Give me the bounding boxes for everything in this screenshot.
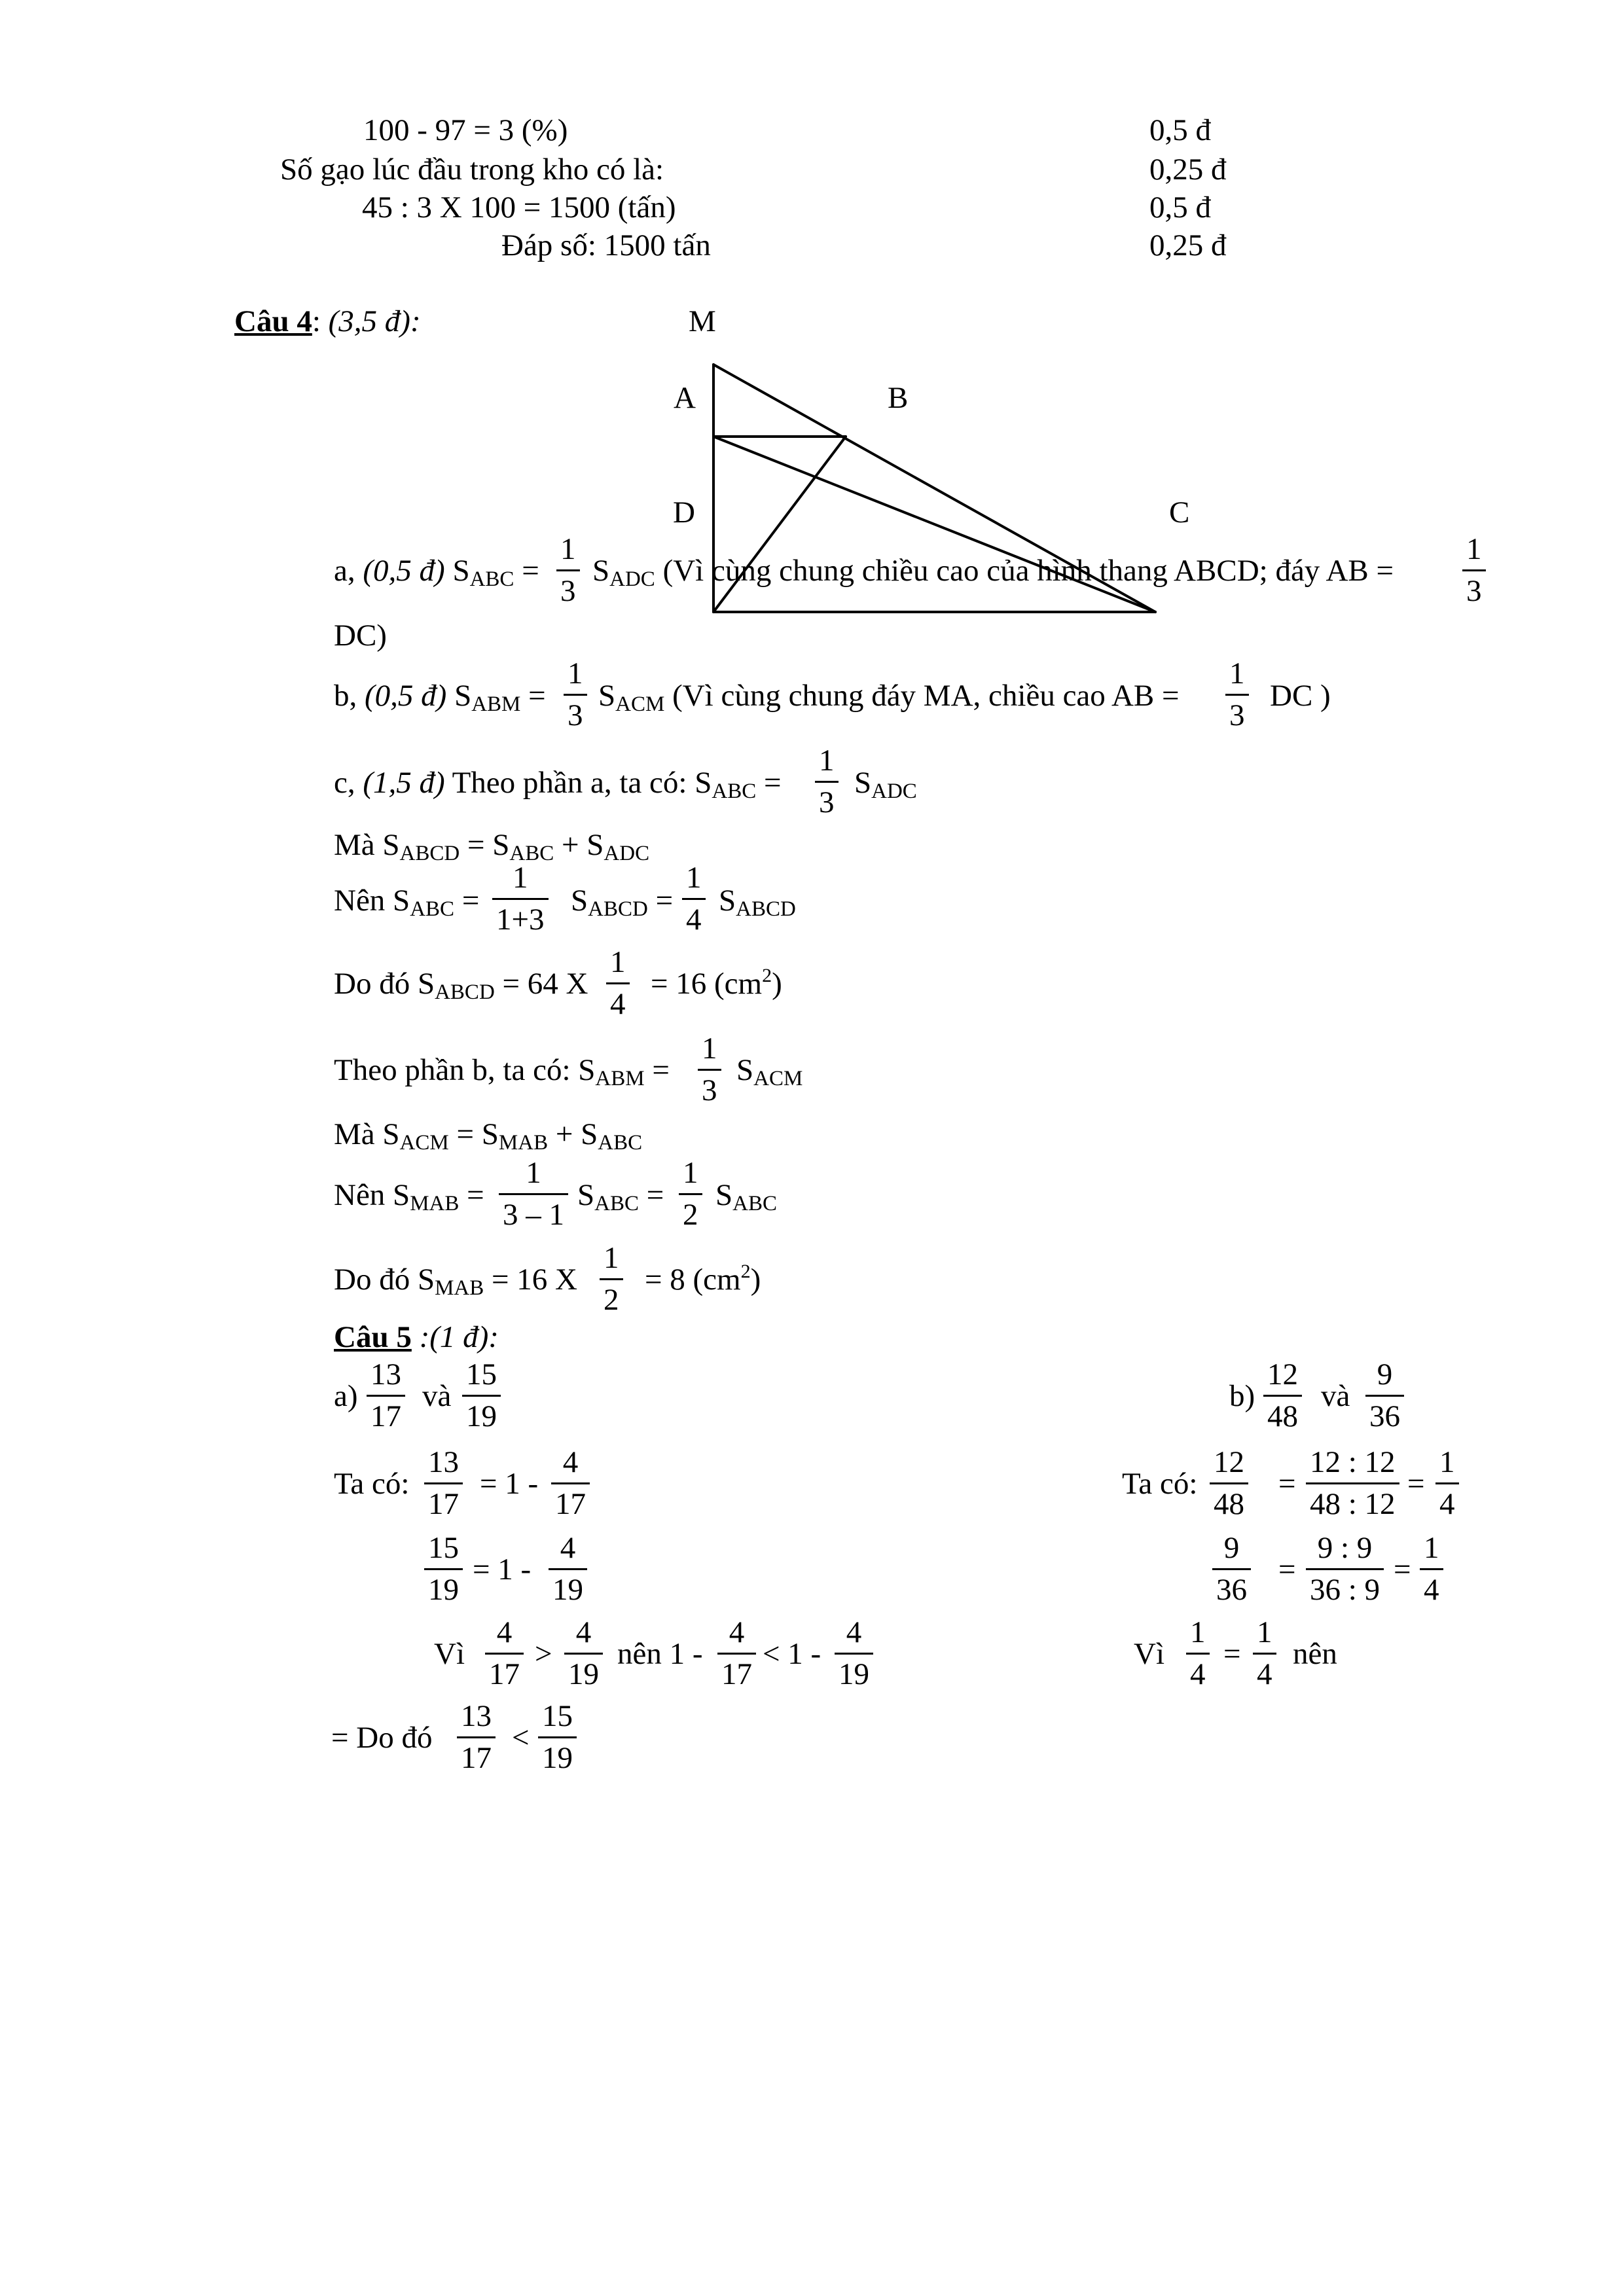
cau4-a-line: a, (0,5 đ) SABC = — [334, 554, 539, 591]
cau5-a-v-gt: > — [535, 1637, 552, 1671]
cau4-a-frac: 1 3 — [556, 533, 580, 608]
cau5-b-vi: Vì — [1134, 1637, 1164, 1671]
cau5-a-r2-eq: = 1 - — [473, 1552, 532, 1587]
cau5-a-v-nen: nên 1 - — [617, 1637, 703, 1671]
top-line-4: Đáp số: 1500 tấn — [501, 228, 711, 262]
cau4-b-note: SACM (Vì cùng chung đáy MA, chiều cao AB = — [598, 679, 1180, 716]
cau4-line-10-mid: SABC = — [577, 1178, 664, 1215]
cau5-b-frac2: 9 36 — [1365, 1359, 1404, 1433]
cau4-line-11: Do đó SMAB = 16 X — [334, 1263, 577, 1300]
cau5-a-r1-frac2: 4 17 — [551, 1446, 590, 1521]
cau4-line-10-frac2: 1 2 — [679, 1157, 702, 1232]
top-line-2: Số gạo lúc đầu trong kho có là: — [280, 152, 664, 187]
cau4-line-11-end: = 8 $(cm^2)$ — [645, 1261, 761, 1297]
top-line-4-points: 0,25 đ — [1149, 228, 1227, 262]
cau5-b-r1-frac2: 12 : 12 48 : 12 — [1306, 1446, 1399, 1521]
cau4-b-frac: 1 3 — [564, 658, 587, 732]
cau5-a-v-frac1: 4 17 — [485, 1617, 524, 1691]
cau5-heading — [334, 1322, 499, 1353]
cau5-a-va: và — [422, 1379, 452, 1413]
cau4-b-tail: DC ) — [1270, 679, 1331, 713]
cau4-line-7: Do đó SABCD = 64 X — [334, 967, 588, 1004]
cau5-a-r2-frac2: 4 19 — [549, 1532, 587, 1607]
cau4-line-5: Mà SABCD = SABC + SADC — [334, 828, 650, 865]
cau5-a-label: a) — [334, 1379, 358, 1413]
cau5-b-r1-frac1: 12 48 — [1210, 1446, 1248, 1521]
top-line-1: 100 - 97 = 3 (%) — [363, 113, 568, 147]
cau4-line-8-frac: 1 3 — [698, 1033, 721, 1107]
label-b: B — [888, 381, 909, 415]
cau5-b-label: b) — [1229, 1379, 1255, 1413]
label-m: M — [689, 304, 716, 338]
cau5-a-v-frac4: 4 19 — [835, 1617, 873, 1691]
cau5-a-r2-frac1: 15 19 — [424, 1532, 463, 1607]
label-c: C — [1169, 495, 1190, 529]
cau4-line-6-frac1: 1 1+3 — [492, 862, 549, 937]
cau5-a-taco: Ta có: — [334, 1467, 410, 1501]
cau4-c-frac: 1 3 — [815, 745, 839, 819]
cau5-b-r2-frac3: 1 4 — [1420, 1532, 1443, 1607]
cau5-a-dodo: = Do đó — [331, 1721, 433, 1755]
cau5-a-d-lt: < — [512, 1721, 530, 1755]
cau5-b-v-frac2: 1 4 — [1253, 1617, 1276, 1691]
label-d: D — [673, 495, 695, 529]
cau5-b-frac1: 12 48 — [1263, 1359, 1302, 1433]
cau4-line-7-end: = 16 $(cm^2)$ — [651, 965, 782, 1001]
top-line-1-points: 0,5 đ — [1149, 113, 1211, 147]
cau5-b-r1-frac3: 1 4 — [1435, 1446, 1459, 1521]
cau4-line-6-mid: SABCD = — [571, 884, 674, 921]
cau4-b-frac2: 1 3 — [1225, 658, 1249, 732]
cau5-a-r1-frac1: 13 17 — [424, 1446, 463, 1521]
cau4-colon: : — [312, 304, 329, 338]
cau4-line-8: Theo phần b, ta có: SABM = — [334, 1053, 670, 1090]
cau5-b-taco: Ta có: — [1122, 1467, 1198, 1501]
cau5-b-r2-eq: = — [1278, 1552, 1296, 1587]
cau5-a-r1-eq: = 1 - — [480, 1467, 539, 1501]
cau5-a-v-frac3: 4 17 — [717, 1617, 756, 1691]
cau5-b-r2-eq2: = — [1394, 1552, 1411, 1587]
label-a: A — [674, 381, 696, 415]
cau4-line-7-frac: 1 4 — [606, 946, 630, 1021]
cau4-line-10: Nên SMAB = — [334, 1178, 484, 1215]
cau5-b-v-frac1: 1 4 — [1186, 1617, 1210, 1691]
cau5-b-r1-eq: = — [1278, 1467, 1296, 1501]
cau4-line-10-end: SABC — [715, 1178, 777, 1215]
cau5-b-v-nen: nên — [1293, 1637, 1337, 1671]
cau5-b-va: và — [1321, 1379, 1350, 1413]
cau5-a-d-frac2: 15 19 — [538, 1700, 577, 1775]
cau5-title: Câu 5 — [334, 1320, 412, 1354]
cau5-b-r2-frac2: 9 : 9 36 : 9 — [1306, 1532, 1384, 1607]
top-line-2-points: 0,25 đ — [1149, 152, 1227, 187]
cau5-points: :(1 đ): — [411, 1320, 499, 1354]
cau4-c-sadc: SADC — [854, 766, 917, 803]
cau4-line-10-frac1: 1 3 – 1 — [499, 1157, 568, 1232]
cau4-a-note: SADC (Vì cùng chung chiều cao của hình thang ABCD; đáy AB = — [592, 554, 1394, 591]
cau4-line-6-end: SABCD — [719, 884, 796, 921]
cau5-b-r2-frac1: 9 36 — [1212, 1532, 1251, 1607]
cau5-a-v-frac2: 4 19 — [564, 1617, 603, 1691]
top-line-3: 45 : 3 X 100 = 1500 (tấn) — [362, 190, 676, 224]
cau4-line-9: Mà SACM = SMAB + SABC — [334, 1117, 643, 1155]
cau4-b-line: b, (0,5 đ) SABM = — [334, 679, 546, 716]
cau5-b-r1-eq2: = — [1407, 1467, 1425, 1501]
cau4-a-frac2: 1 3 — [1462, 533, 1486, 608]
cau5-a-frac1: 13 17 — [367, 1359, 405, 1433]
cau4-c-line: c, (1,5 đ) Theo phần a, ta có: SABC = — [334, 766, 782, 803]
cau4-line-6-frac2: 1 4 — [682, 862, 706, 937]
cau5-b-v-eq: = — [1223, 1637, 1241, 1671]
cau4-points: (3,5 đ): — [328, 304, 421, 338]
cau4-line-11-frac: 1 2 — [600, 1242, 623, 1317]
cau5-a-frac2: 15 19 — [462, 1359, 501, 1433]
cau5-a-vi: Vì — [434, 1637, 465, 1671]
top-line-3-points: 0,5 đ — [1149, 190, 1211, 224]
cau4-a-cont: DC) — [334, 619, 387, 653]
cau4-title: Câu 4 — [234, 304, 312, 338]
cau4-line-6: Nên SABC = — [334, 884, 480, 921]
cau5-a-v-lt: < 1 - — [763, 1637, 821, 1671]
cau5-a-d-frac1: 13 17 — [457, 1700, 496, 1775]
cau4-line-8-end: SACM — [736, 1053, 803, 1090]
